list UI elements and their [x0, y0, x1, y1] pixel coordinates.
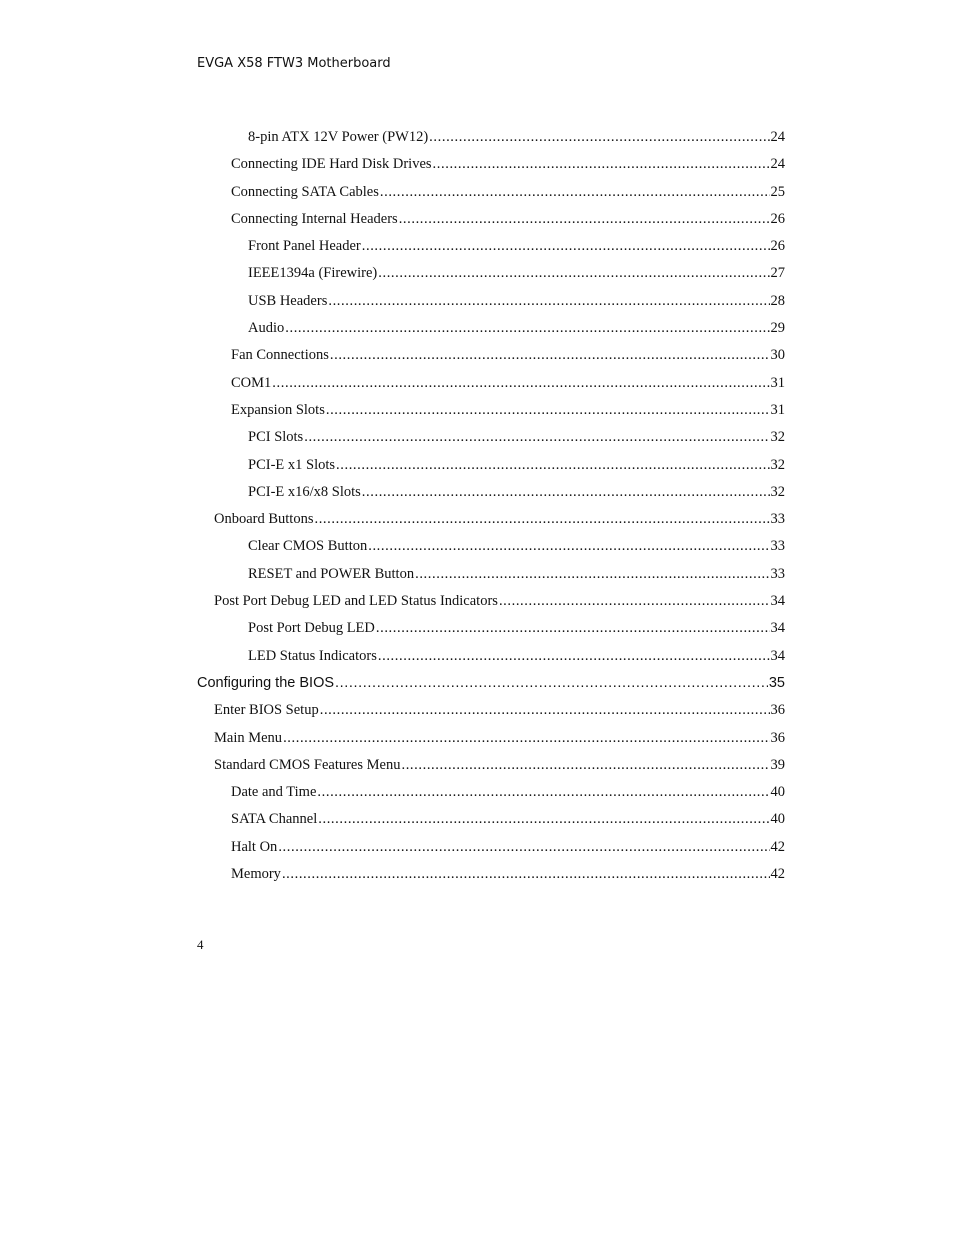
toc-entry-page: 35	[768, 674, 785, 691]
toc-entry[interactable]	[197, 806, 785, 833]
toc-entry-page: 36	[770, 702, 785, 719]
toc-dot-leader	[336, 452, 769, 479]
toc-dot-leader	[433, 151, 770, 178]
toc-entry-page: 31	[770, 374, 785, 391]
toc-dot-leader	[368, 533, 769, 560]
toc-entry[interactable]	[197, 370, 785, 397]
toc-entry[interactable]	[197, 615, 785, 642]
toc-dot-leader	[283, 725, 769, 752]
toc-dot-leader	[401, 752, 769, 779]
toc-entry[interactable]	[197, 834, 785, 861]
toc-entry[interactable]	[197, 725, 785, 752]
toc-dot-leader	[326, 397, 770, 424]
toc-entry[interactable]	[197, 506, 785, 533]
page-number: 4	[197, 937, 204, 952]
toc-dot-leader	[285, 315, 769, 342]
toc-dot-leader	[272, 370, 769, 397]
toc-entry[interactable]	[197, 233, 785, 260]
toc-entry-title: LED Status Indicators	[248, 647, 377, 664]
toc-entry-title: PCI Slots	[248, 429, 304, 446]
table-of-contents	[197, 124, 785, 888]
toc-dot-leader	[282, 861, 770, 888]
toc-entry-title: COM1	[231, 374, 272, 391]
toc-dot-leader	[376, 615, 770, 642]
toc-entry-title: Date and Time	[231, 784, 317, 801]
toc-entry-title: Onboard Buttons	[214, 511, 314, 528]
toc-entry-page: 32	[770, 483, 785, 500]
toc-entry-page: 34	[770, 647, 785, 664]
toc-entry-page: 24	[770, 156, 785, 173]
toc-entry-title: Fan Connections	[231, 347, 329, 364]
toc-entry-page: 31	[770, 401, 785, 418]
toc-entry[interactable]	[197, 479, 785, 506]
toc-entry-title: Main Menu	[214, 729, 283, 746]
toc-entry-page: 32	[770, 429, 785, 446]
toc-entry-page: 34	[770, 620, 785, 637]
toc-dot-leader	[380, 179, 770, 206]
toc-entry-page: 28	[770, 292, 785, 309]
toc-entry-title: Standard CMOS Features Menu	[214, 756, 401, 773]
toc-entry-title: IEEE1394a (Firewire)	[248, 265, 378, 282]
page-header-title: EVGA X58 FTW3 Motherboard	[197, 56, 391, 71]
toc-dot-leader	[318, 806, 769, 833]
toc-dot-leader	[415, 561, 769, 588]
toc-entry[interactable]	[197, 670, 785, 697]
toc-entry[interactable]	[197, 124, 785, 151]
toc-dot-leader	[399, 206, 770, 233]
toc-entry-page: 27	[770, 265, 785, 282]
toc-entry[interactable]	[197, 697, 785, 724]
toc-entry-title: Front Panel Header	[248, 238, 361, 255]
toc-entry-title: Expansion Slots	[231, 401, 325, 418]
toc-entry-page: 34	[770, 593, 785, 610]
toc-entry[interactable]	[197, 452, 785, 479]
toc-entry-page: 26	[770, 238, 785, 255]
toc-dot-leader	[499, 588, 770, 615]
toc-dot-leader	[330, 342, 770, 369]
toc-entry[interactable]	[197, 861, 785, 888]
toc-entry[interactable]	[197, 643, 785, 670]
toc-dot-leader	[320, 697, 770, 724]
toc-dot-leader	[429, 124, 769, 151]
toc-dot-leader	[304, 424, 769, 451]
toc-entry-page: 24	[770, 129, 785, 145]
toc-entry-title: PCI-E x1 Slots	[248, 456, 336, 473]
toc-dot-leader	[328, 288, 769, 315]
toc-entry[interactable]	[197, 315, 785, 342]
toc-entry[interactable]	[197, 288, 785, 315]
toc-entry-page: 26	[770, 210, 785, 227]
toc-entry-title: Connecting Internal Headers	[231, 210, 398, 227]
toc-entry-title: USB Headers	[248, 292, 328, 309]
toc-entry-title: SATA Channel	[231, 811, 318, 828]
toc-entry-title: PCI-E x16/x8 Slots	[248, 483, 361, 500]
toc-entry[interactable]	[197, 260, 785, 287]
toc-entry-page: 33	[770, 538, 785, 555]
toc-entry[interactable]	[197, 179, 785, 206]
toc-entry-title: Configuring the BIOS	[197, 674, 335, 691]
toc-entry-title: Post Port Debug LED and LED Status Indicators	[214, 593, 498, 610]
toc-dot-leader	[314, 506, 769, 533]
toc-entry-page: 39	[770, 756, 785, 773]
toc-entry-page: 42	[770, 866, 785, 883]
toc-entry[interactable]	[197, 561, 785, 588]
toc-entry[interactable]	[197, 397, 785, 424]
toc-entry[interactable]	[197, 533, 785, 560]
toc-dot-leader	[335, 670, 768, 697]
toc-entry[interactable]	[197, 206, 785, 233]
toc-entry-page: 30	[770, 347, 785, 364]
toc-entry-page: 42	[770, 838, 785, 855]
toc-entry-page: 40	[770, 784, 785, 801]
toc-entry-title: Clear CMOS Button	[248, 538, 368, 555]
toc-entry-title: Connecting SATA Cables	[231, 183, 379, 200]
toc-entry-page: 32	[770, 456, 785, 473]
toc-entry-page: 40	[770, 811, 785, 828]
toc-entry-title: Halt On	[231, 838, 278, 855]
toc-entry-title: RESET and POWER Button	[248, 565, 415, 582]
toc-entry-page: 36	[770, 729, 785, 746]
toc-dot-leader	[362, 479, 770, 506]
toc-dot-leader	[278, 834, 769, 861]
toc-dot-leader	[378, 260, 769, 287]
toc-entry[interactable]	[197, 588, 785, 615]
toc-dot-leader	[378, 643, 770, 670]
toc-entry[interactable]	[197, 752, 785, 779]
toc-entry-page: 33	[770, 565, 785, 582]
toc-entry-title: Post Port Debug LED	[248, 620, 375, 637]
toc-dot-leader	[317, 779, 769, 806]
toc-entry-page: 33	[770, 511, 785, 528]
toc-entry-title: Enter BIOS Setup	[214, 702, 319, 719]
toc-entry-page: 25	[770, 183, 785, 200]
toc-entry-title: 8-pin ATX 12V Power (PW12)	[248, 129, 429, 145]
toc-entry[interactable]	[197, 779, 785, 806]
toc-entry[interactable]	[197, 151, 785, 178]
toc-entry-page: 29	[770, 320, 785, 337]
toc-entry[interactable]	[197, 342, 785, 369]
toc-entry-title: Memory	[231, 866, 281, 883]
toc-entry-title: Audio	[248, 320, 285, 337]
toc-entry[interactable]	[197, 424, 785, 451]
toc-entry-title: Connecting IDE Hard Disk Drives	[231, 156, 432, 173]
toc-dot-leader	[362, 233, 770, 260]
